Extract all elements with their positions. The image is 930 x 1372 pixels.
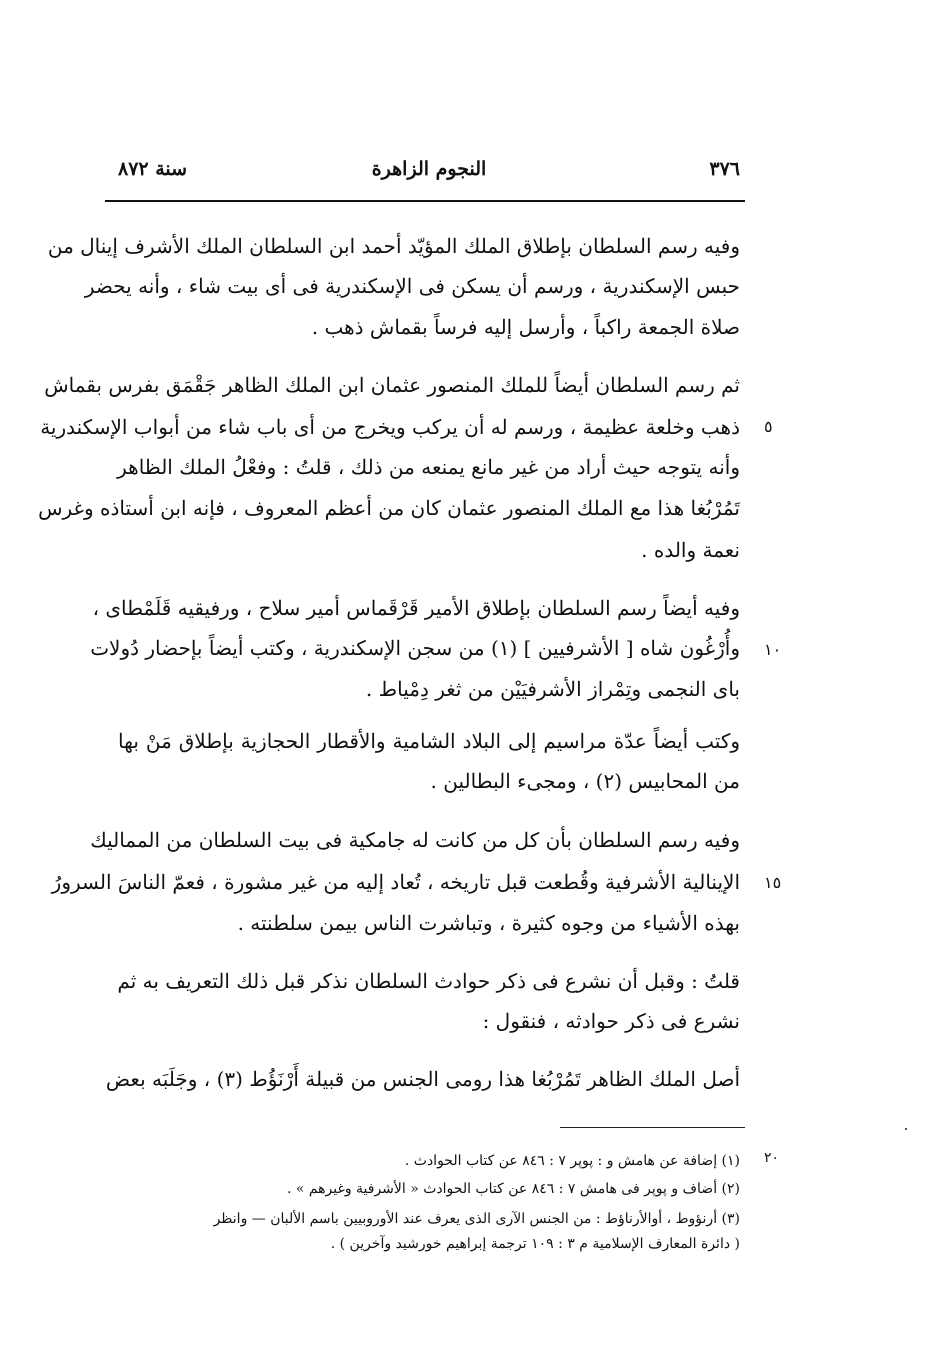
text-line: قلتُ : وقبل أن نشرع فى ذكر حوادث السلطان نذكر قبل ذلك التعريف به ثم — [117, 969, 740, 993]
line-number: ٢٠ — [764, 1150, 780, 1166]
text-line: وفيه رسم السلطان بإطلاق الملك المؤيّد أحمد ابن السلطان الملك الأشرف إينال من — [47, 234, 740, 258]
text-line: وأنه يتوجه حيث أراد من غير مانع يمنعه من ذلك ، قلتُ : وفعْلُ الملك الظاهر — [117, 455, 740, 479]
text-line: حبس الإسكندرية ، ورسم أن يسكن فى الإسكندرية فى أى بيت شاء ، وأنه يحضر — [84, 274, 740, 298]
text-line: من المحابيس (٢) ، ومجىء البطالين . — [430, 769, 740, 793]
line-number: ١٥ — [764, 873, 782, 892]
footnote: (٢) أضاف و پوپر فى هامش ٧ : ٨٤٦ عن كتاب الحوادث « الأشرفية وغيرهم » . — [286, 1181, 740, 1197]
text-line: ذهب وخلعة عظيمة ، ورسم له أن يركب ويخرج من أى باب شاء من أبواب الإسكندرية — [40, 415, 740, 439]
text-line: تَمُرْبُغا هذا مع الملك المنصور عثمان كان من أعظم المعروف ، فإنه ابن أستاذه وغرس — [38, 496, 740, 520]
text-line: ثم رسم السلطان أيضاً للملك المنصور عثمان ابن الملك الظاهر جَقْمَق بفرس بقماش — [44, 373, 740, 397]
text-line: الإينالية الأشرفية وقُطعت قبل تاريخه ، تُعاد إليه من غير مشورة ، فعمّ الناسَ السرورُ — [51, 870, 740, 894]
text-line: نعمة والده . — [641, 538, 740, 562]
text-line: باى النجمى وتِمْراز الأشرفيَيْن من ثغر دِمْياط . — [365, 677, 740, 701]
running-header — [118, 158, 740, 188]
text-line: وفيه رسم السلطان بأن كل من كانت له جامكية فى بيت السلطان من المماليك — [90, 828, 740, 852]
text-line: صلاة الجمعة راكباً ، وأرسل إليه فرساً بقماش ذهب . — [311, 315, 740, 339]
text-line: أصل الملك الظاهر تَمُرْبُغا هذا رومى الجنس من قبيلة أَرْنَؤُط (٣) ، وجَلَبَه بعض — [105, 1067, 740, 1091]
line-number: ١٠ — [764, 640, 782, 659]
text-line: وفيه أيضاً رسم السلطان بإطلاق الأمير قَرْقَماس أمير سلاح ، ورفيقيه قَلَمْطاى ، — [92, 596, 740, 620]
footnote: (٣) أرنؤوط ، أوالأرناؤط : من الجنس الآرى الذى يعرف عند الأوروبيين باسم الألبان — وانظر — [213, 1211, 740, 1227]
book-title: النجوم الزاهرة — [371, 158, 487, 180]
page-number: ٣٧٦ — [709, 158, 740, 180]
line-number: ٥ — [764, 417, 773, 436]
footnote: ( دائرة المعارف الإسلامية م ٣ : ١٠٩ ترجمة إبراهيم خورشيد وآخرين ) . — [330, 1236, 740, 1252]
year-label: سنة ٨٧٢ — [118, 158, 188, 180]
footnote-rule — [560, 1127, 745, 1128]
footnote: (١) إضافة عن هامش و : پوپر ٧ : ٨٤٦ عن كتاب الحوادث . — [404, 1153, 740, 1169]
scan-speck — [905, 1128, 907, 1130]
text-line: وأُرْغُون شاه [ الأشرفيين ] (١) من سجن الإسكندرية ، وكتب أيضاً بإحضار دُولات — [90, 636, 740, 660]
text-line: بهذه الأشياء من وجوه كثيرة ، وتباشرت الناس بيمن سلطنته . — [237, 911, 740, 935]
text-line: نشرع فى ذكر حوادثه ، فنقول : — [482, 1009, 740, 1033]
header-rule — [105, 200, 745, 202]
text-line: وكتب أيضاً عدّة مراسيم إلى البلاد الشامية والأقطار الحجازية بإطلاق مَنْ بها — [118, 729, 740, 753]
